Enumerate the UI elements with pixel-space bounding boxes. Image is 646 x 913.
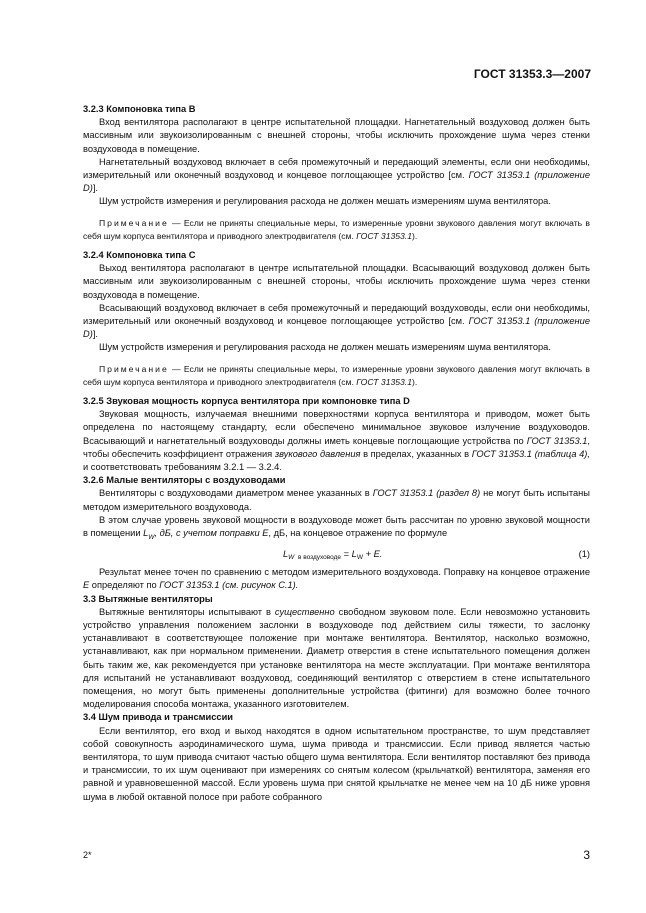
formula-tail: + E. <box>362 549 383 560</box>
symbol-E: E <box>83 580 90 591</box>
text-run: ]. <box>92 183 98 194</box>
text-run: Результат менее точен по сравнению с методом измерительного воздуховода. Поправку на концевое отражение <box>99 567 590 578</box>
text-run: , дБ, на концевое отражение по формуле <box>268 528 448 539</box>
symbol-L: L <box>143 528 149 539</box>
symbol-E: E <box>262 528 269 539</box>
formula-subscript-text: в воздуховоде <box>297 554 342 562</box>
text-run: в пределах, указанных в <box>360 448 472 459</box>
formula-subscript: W <box>356 554 363 562</box>
formula-symbol: L <box>351 549 357 560</box>
text-run: Всасывающий воздуховод включает в себя промежуточный и передающий воздуховоды, если они необходимы, измерительный или оконечный воздуховод и концевое поглощающее устройство [см. <box>83 302 590 327</box>
standard-reference: ГОСТ 31353.1 (приложение D) <box>83 170 590 194</box>
paragraph: Шум устройств измерения и регулирования расхода не должен мешать измерениям шума вентилятора. <box>99 196 551 207</box>
text-run: , чтобы обеспечить коэффициент отражения <box>83 435 590 459</box>
formula-1 <box>83 544 590 566</box>
note-label: Примечание <box>99 217 169 228</box>
paragraph <box>83 156 590 196</box>
paragraph: Шум устройств измерения и регулирования расхода не должен мешать измерениям шума вентилятора. <box>99 342 551 353</box>
italic-text: звукового давления <box>274 448 361 459</box>
paragraph <box>83 487 590 513</box>
formula-number: (1) <box>578 549 590 560</box>
text-run: не могут быть испытаны методом измерительного воздуховода. <box>83 488 590 512</box>
note-label: Примечание <box>99 363 169 374</box>
paragraph <box>83 514 590 544</box>
paragraph: Выход вентилятора располагают в центре испытательной площадки. Всасывающий воздуховод должен быть массивным или звукоизолированным с внешней стороны, чтобы исключить прохождение шума через стенки воздуховода в помещение. <box>83 263 590 300</box>
standard-reference: ГОСТ 31353.1 <box>356 376 412 387</box>
text-run: Нагнетательный воздуховод включает в себя промежуточный и передающий элементы, если они необходимы, измерительный или оконечный воздуховод и концевое поглощающее устройство [см. <box>83 156 590 181</box>
text-run: Вытяжные вентиляторы испытывают в <box>99 606 275 617</box>
standard-reference: ГОСТ 31353.1 (см. рисунок С.1). <box>159 580 299 591</box>
paragraph: Если вентилятор, его вход и выход находятся в одном испытательном пространстве, то шум представляет собой совокупность аэродинамического шума, шума привода и трансмиссии. Если привод является частью вентилятора, то шум привода считают частью общего шума вентилятора. Если вентилятор поставляют без привода и трансмиссии, то их шум оценивают при измерениях со снятым колесом (крыльчаткой) вентилятора, заменяя его равной и уравновешенной массой. Если уровень шума при снятой крыльчатке не менее чем на 10 дБ ниже уровня шума в любой октавной полосе при работе собранного <box>83 725 590 802</box>
standard-reference: ГОСТ 31353.1 <box>526 435 588 446</box>
text-run: и соответствовать требованиям 3.2.1 — 3.2.4. <box>83 462 282 473</box>
text-run: свободном звуковом поле. Если невозможно установить устройство управления положением заслонки в воздуховоде под действием силы тяжести, то заслонку устанавливают в соответствующее положение при монтаже вентилятора. Вентилятор, насколько возможно, устанавливают, как при нормальном применении. Диаметр отверстия в стене испытательного помещения должен быть таким же, как рекомендуется при установке вентилятора на месте эксплуатации. При монтаже вентилятора для испытаний не устанавливают воздуховод, соединяющий вентилятор с отверстием в стене испытательного помещения, но могут быть применены дополнительные устройства (фитинги) для возможно более точного моделирования способа монтажа, указанного изготовителем. <box>83 606 590 710</box>
paragraph <box>83 302 590 342</box>
text-run: ]. <box>92 329 98 340</box>
formula-expression <box>283 548 382 564</box>
standard-reference: ГОСТ 31353.1 (раздел 8) <box>372 488 481 499</box>
text-run: — Если не приняты специальные меры, то измеренные уровни звукового давления могут включать в себя шум корпуса вентилятора и приводного электродвигателя (см. <box>83 363 590 387</box>
section-3-2-3-heading: 3.2.3 Компоновка типа В <box>83 104 196 114</box>
text-run: ). <box>411 376 418 387</box>
symbol-subscript: W <box>148 533 155 541</box>
standard-reference: ГОСТ 31353.1 (таблица 4), <box>471 448 590 459</box>
formula-symbol: L <box>283 549 289 560</box>
section-3-3-heading: 3.3 Вытяжные вентиляторы <box>83 593 213 604</box>
sheet-mark: 2* <box>83 850 92 860</box>
document-id-header: ГОСТ 31353.3—2007 <box>473 67 591 81</box>
text-run: определяют по <box>89 580 160 591</box>
standard-reference: ГОСТ 31353.1 (приложение D) <box>83 316 590 340</box>
text-run: , дБ, с учетом поправки <box>154 528 263 539</box>
text-run: Звуковая мощность, излучаемая внешними поверхностями корпуса вентилятора и приводом, может быть определена по настоящему стандарту, если обеспечено минимальное звуковое излучение воздуховодов. Всасывающий и нагнетательный воздуховоды должны иметь концевые поглощающие устройства по <box>83 409 590 446</box>
section-3-2-6-heading: 3.2.6 Малые вентиляторы с воздуховодами <box>83 475 286 486</box>
text-run: — Если не приняты специальные меры, то измеренные уровни звукового давления могут включать в себя шум корпуса вентилятора и приводного электродвигателя (см. <box>83 217 590 241</box>
paragraph <box>83 408 590 474</box>
paragraph: Вход вентилятора располагают в центре испытательной площадки. Нагнетательный воздуховод должен быть массивным или звукоизолированным с внешней стороны, чтобы исключить прохождение шума через стенки воздуховода в помещение. <box>83 117 590 154</box>
text-run: ). <box>411 230 418 241</box>
section-3-4-heading: 3.4 Шум привода и трансмиссии <box>83 712 234 723</box>
note <box>83 363 590 389</box>
formula-equals: = <box>341 549 352 560</box>
italic-text: существенно <box>274 606 335 617</box>
paragraph <box>83 606 590 712</box>
note <box>83 217 590 243</box>
page-number: 3 <box>583 848 590 862</box>
formula-subscript <box>288 554 341 561</box>
text-run: Вентиляторы с воздуховодами диаметром менее указанных в <box>99 488 373 499</box>
section-3-2-5-heading: 3.2.5 Звуковая мощность корпуса вентилятора при компоновке типа D <box>83 396 410 407</box>
text-run: В этом случае уровень звуковой мощности в воздуховоде может быть рассчитан по уровню звуковой мощности в помещении <box>83 514 590 539</box>
section-3-2-4-heading: 3.2.4 Компоновка типа С <box>83 250 196 261</box>
formula-subscript-w: W <box>288 554 295 562</box>
standard-reference: ГОСТ 31353.1 <box>356 230 412 241</box>
paragraph <box>83 566 590 592</box>
page-body <box>83 99 590 804</box>
